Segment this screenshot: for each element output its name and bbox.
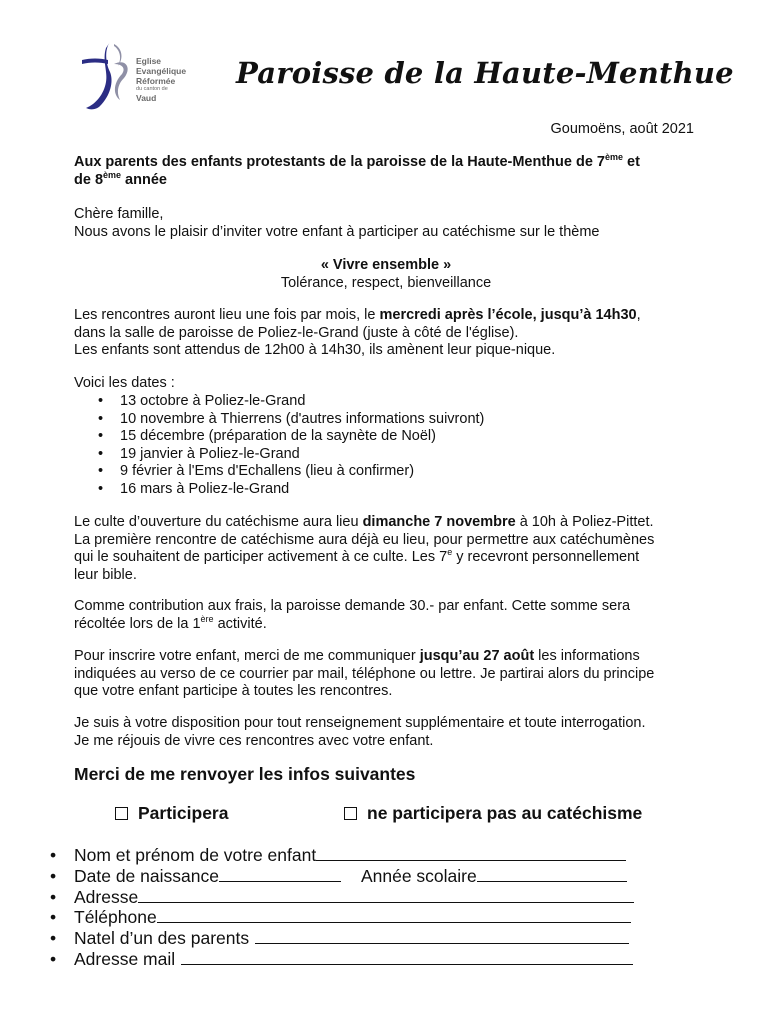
parish-title: Paroisse de la Haute-Menthue (236, 56, 734, 90)
registration-paragraph (74, 648, 704, 701)
date-item: • 13 octobre à Poliez-le-Grand (74, 393, 484, 411)
opening-sup: e (447, 547, 453, 558)
addressee-text-2: et (623, 154, 640, 170)
opening-text-end: à 10h à Poliez-Pittet. (515, 514, 654, 530)
school-year-field[interactable] (477, 866, 627, 882)
closing-line-1: Je suis à votre disposition pour tout renseignement supplémentaire et toute interrogation. (74, 715, 646, 731)
church-logo (80, 38, 220, 128)
date-item: • 9 février à l'Ems d'Echallens (lieu à confirmer) (74, 463, 484, 481)
logo-line-5: Vaud (136, 93, 157, 103)
birth-label: Date de naissance (74, 865, 219, 886)
form-item-name (50, 845, 634, 866)
registration-text-end: les informations (534, 648, 640, 664)
addressee-text-1: Aux parents des enfants protestants de la paroisse de la Haute-Menthue de 7 (74, 154, 605, 170)
email-label: Adresse mail (74, 948, 176, 969)
opening-line-3: qui le souhaitent de participer activement à ce culte. Les 7 (74, 549, 448, 565)
registration-bold: jusqu’au 27 août (419, 648, 535, 664)
participate-checkbox[interactable] (115, 807, 128, 820)
opening-paragraph (74, 514, 704, 584)
date-item: • 15 décembre (préparation de la saynète de Noël) (74, 428, 484, 446)
opening-line-2: La première rencontre de catéchisme aura déjà eu lieu, pour permettre aux catéchumènes (74, 531, 655, 548)
theme-subtitle: Tolérance, respect, bienveillance (280, 274, 492, 291)
opening-line-3-end: y recevront personnellement (452, 549, 640, 565)
school-year-label: Année scolaire (360, 865, 477, 886)
registration-text: Pour inscrire votre enfant, merci de me communiquer (74, 648, 420, 664)
contribution-line-2: récoltée lors de la 1 (74, 615, 201, 632)
contribution-line-1: Comme contribution aux frais, la paroisse demande 30.- par enfant. Cette somme sera (74, 598, 631, 614)
contribution-line-2-end: activité. (213, 615, 267, 632)
opening-line-4: leur bible. (74, 566, 137, 583)
contribution-paragraph (74, 598, 704, 633)
not-participate-checkbox[interactable] (344, 807, 357, 820)
schedule-text: Les rencontres auront lieu une fois par mois, le (74, 307, 380, 323)
form-item-phone (50, 907, 634, 928)
parent-mobile-label: Natel d’un des parents (74, 928, 250, 949)
name-field[interactable] (316, 845, 626, 861)
phone-label: Téléphone (74, 907, 157, 928)
birth-field[interactable] (219, 866, 341, 882)
addressee-sup-1: ème (605, 152, 624, 163)
opening-text: Le culte d’ouverture du catéchisme aura lieu (74, 514, 363, 530)
not-participate-option[interactable] (344, 803, 642, 824)
schedule-bold: mercredi après l’école, jusqu’à 14h30 (379, 307, 637, 323)
closing-line-2: Je me réjouis de vivre ces rencontres avec votre enfant. (74, 732, 434, 749)
address-label: Adresse (74, 886, 139, 907)
logo-line-1: Eglise (136, 56, 162, 66)
dates-intro: Voici les dates : (74, 375, 175, 391)
registration-line-3: que votre enfant participe à toutes les rencontres. (74, 683, 393, 699)
registration-line-2: indiquées au verso de ce courrier par mail, téléphone ou lettre. Je partirai alors du principe (74, 665, 655, 682)
info-form-list (50, 845, 634, 970)
date-item: • 19 janvier à Poliez-le-Grand (74, 446, 484, 464)
schedule-location: dans la salle de paroisse de Poliez-le-Grand (juste à côté de l'église). (74, 324, 519, 341)
intro: Nous avons le plaisir d’inviter votre enfant à participer au catéchisme sur le thème (74, 223, 600, 240)
addressee-text-4: année (121, 171, 167, 188)
contribution-sup: ère (200, 613, 214, 624)
participate-label: Participera (138, 803, 229, 823)
addressee-text-3: de 8 (74, 171, 104, 188)
form-item-address (50, 887, 634, 908)
participate-option[interactable] (115, 803, 228, 824)
theme-name: « Vivre ensemble » (320, 257, 452, 273)
schedule-paragraph (74, 307, 704, 360)
email-field[interactable] (181, 949, 633, 965)
logo-line-3: Réformée (136, 76, 176, 86)
salutation: Chère famille, (74, 206, 164, 222)
logo-line-4: du canton de (136, 86, 168, 92)
logo-text (136, 56, 186, 103)
parent-mobile-field[interactable] (255, 928, 629, 944)
form-item-email (50, 949, 634, 970)
place-date: Goumoëns, août 2021 (550, 121, 694, 137)
closing-paragraph (74, 715, 704, 750)
name-label: Nom et prénom de votre enfant (74, 845, 317, 865)
form-item-parent-mobile (50, 928, 634, 949)
logo-line-2: Evangélique (136, 66, 187, 76)
theme (74, 257, 698, 292)
dates-list (74, 393, 484, 498)
schedule-comma: , (636, 307, 641, 323)
addressee (74, 154, 704, 189)
schedule-times: Les enfants sont attendus de 12h00 à 14h30, ils amènent leur pique-nique. (74, 342, 556, 358)
date-item: • 10 novembre à Thierrens (d'autres informations suivront) (74, 411, 484, 429)
form-title: Merci de me renvoyer les infos suivantes (74, 764, 416, 784)
address-field[interactable] (138, 887, 634, 903)
addressee-sup-2: ème (103, 169, 122, 180)
not-participate-label: ne participera pas au catéchisme (367, 803, 643, 823)
opening-bold: dimanche 7 novembre (362, 514, 516, 530)
greeting (74, 206, 704, 241)
cross-logo-icon (80, 38, 140, 118)
form-item-birth (50, 866, 634, 887)
phone-field[interactable] (157, 907, 631, 923)
date-item: • 16 mars à Poliez-le-Grand (74, 481, 484, 499)
